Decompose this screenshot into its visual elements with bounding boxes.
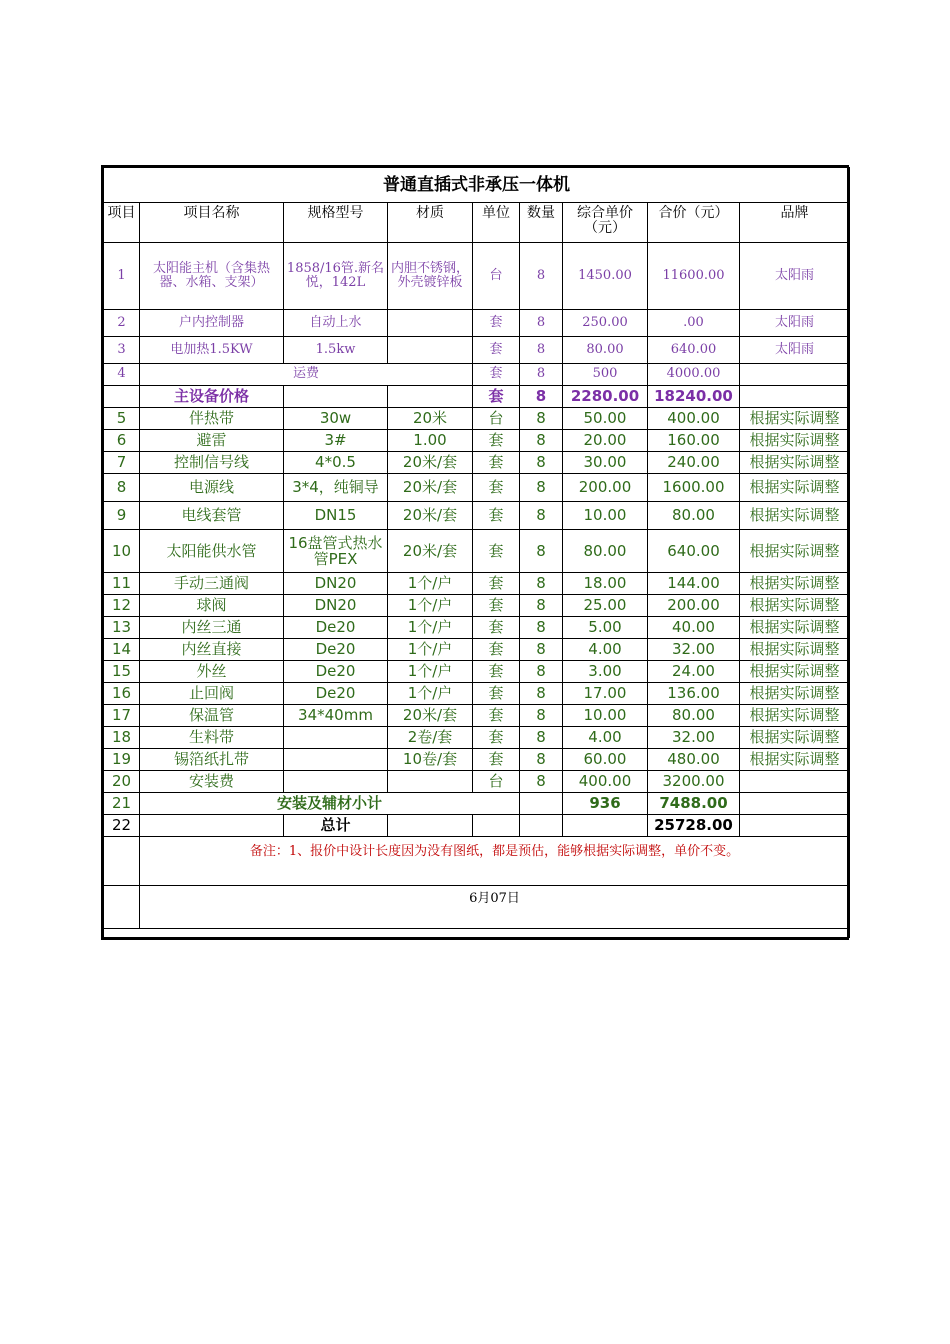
table-cell: [740, 771, 850, 793]
header-cell: 品牌: [740, 203, 850, 243]
total-label: 总计: [284, 815, 388, 837]
table-cell: 套: [473, 683, 520, 705]
table-cell: 80.00: [563, 530, 648, 573]
table-cell: 1: [104, 243, 140, 310]
table-cell: 34*40mm: [284, 705, 388, 727]
table-cell: 10.00: [563, 502, 648, 530]
table-cell: 17.00: [563, 683, 648, 705]
table-cell: 根据实际调整: [740, 408, 850, 430]
table-cell: 200.00: [563, 474, 648, 502]
table-cell: 200.00: [648, 595, 740, 617]
table-cell: 8: [520, 310, 563, 337]
table-cell: 8: [520, 705, 563, 727]
table-cell: DN20: [284, 595, 388, 617]
table-cell: 8: [520, 430, 563, 452]
header-cell: 数量: [520, 203, 563, 243]
table-cell: 套: [473, 364, 520, 386]
table-cell: 32.00: [648, 639, 740, 661]
table-cell: 2280.00: [563, 386, 648, 408]
quote-date: 6月07日: [140, 886, 850, 929]
table-cell: [284, 771, 388, 793]
table-cell: 1858/16管.新名悦，142L: [284, 243, 388, 310]
table-cell: DN20: [284, 573, 388, 595]
table-cell: 手动三通阀: [140, 573, 284, 595]
table-cell: 11: [104, 573, 140, 595]
table-cell: 6: [104, 430, 140, 452]
remarks-note: 备注：1、报价中设计长度因为没有图纸，都是预估，能够根据实际调整，单价不变。: [140, 837, 850, 886]
table-cell: 8: [520, 749, 563, 771]
table-cell: [520, 815, 563, 837]
table-cell: 套: [473, 595, 520, 617]
table-cell: [740, 815, 850, 837]
table-cell: 20米/套: [388, 502, 473, 530]
header-cell: 材质: [388, 203, 473, 243]
table-cell: 自动上水: [284, 310, 388, 337]
table-cell: 台: [473, 243, 520, 310]
table-cell: 4.00: [563, 727, 648, 749]
table-cell: 160.00: [648, 430, 740, 452]
table-cell: 保温管: [140, 705, 284, 727]
table-cell: 太阳能供水管: [140, 530, 284, 573]
item-name: 运费: [140, 364, 473, 386]
table-cell: 8: [520, 386, 563, 408]
table-cell: 电线套管: [140, 502, 284, 530]
table-cell: 安装费: [140, 771, 284, 793]
table-cell: 8: [520, 502, 563, 530]
table-cell: 8: [520, 243, 563, 310]
table-cell: 13: [104, 617, 140, 639]
subtotal-label: 安装及辅材小计: [140, 793, 520, 815]
table-row: [104, 530, 850, 573]
table-cell: [284, 386, 388, 408]
table-cell: 止回阀: [140, 683, 284, 705]
table-row: [104, 243, 850, 310]
table-cell: 25.00: [563, 595, 648, 617]
table-cell: 10卷/套: [388, 749, 473, 771]
table-cell: 生料带: [140, 727, 284, 749]
header-cell: 项目: [104, 203, 140, 243]
table-row: [104, 452, 850, 474]
table-cell: 1个/户: [388, 573, 473, 595]
table-row: [104, 364, 850, 386]
table-cell: 8: [520, 530, 563, 573]
table-cell: [388, 815, 473, 837]
table-cell: 18: [104, 727, 140, 749]
table-cell: 8: [520, 595, 563, 617]
table-cell: 30w: [284, 408, 388, 430]
table-cell: [740, 364, 850, 386]
table-cell: 8: [520, 683, 563, 705]
table-cell: 太阳雨: [740, 310, 850, 337]
table-cell: 50.00: [563, 408, 648, 430]
header-cell: 单位: [473, 203, 520, 243]
table-row: [104, 661, 850, 683]
table-cell: [388, 337, 473, 364]
table-cell: 1个/户: [388, 595, 473, 617]
table-cell: 太阳雨: [740, 337, 850, 364]
table-cell: 套: [473, 639, 520, 661]
table-row: [104, 749, 850, 771]
table-cell: 8: [520, 452, 563, 474]
table-cell: 台: [473, 408, 520, 430]
table-cell: 640.00: [648, 530, 740, 573]
table-cell: 1600.00: [648, 474, 740, 502]
table-cell: 8: [520, 337, 563, 364]
table-cell: 8: [520, 408, 563, 430]
table-row: [104, 683, 850, 705]
table-cell: 640.00: [648, 337, 740, 364]
table-cell: [284, 727, 388, 749]
table-cell: 1个/户: [388, 617, 473, 639]
grand-total-row: [104, 815, 850, 837]
table-cell: 400.00: [563, 771, 648, 793]
table-cell: 根据实际调整: [740, 430, 850, 452]
table-row: [104, 705, 850, 727]
table-cell: [104, 386, 140, 408]
table-cell: 套: [473, 705, 520, 727]
table-cell: 电源线: [140, 474, 284, 502]
table-cell: 144.00: [648, 573, 740, 595]
table-cell: 60.00: [563, 749, 648, 771]
table-row: [104, 639, 850, 661]
table-cell: 锡箔纸扎带: [140, 749, 284, 771]
table-cell: 10.00: [563, 705, 648, 727]
table-cell: 32.00: [648, 727, 740, 749]
table-cell: 台: [473, 771, 520, 793]
table-cell: 套: [473, 452, 520, 474]
table-title: 普通直插式非承压一体机: [104, 168, 850, 203]
table-cell: 套: [473, 749, 520, 771]
table-cell: 40.00: [648, 617, 740, 639]
table-cell: 内丝三通: [140, 617, 284, 639]
table-cell: 套: [473, 430, 520, 452]
table-cell: 1.5kw: [284, 337, 388, 364]
table-cell: 20.00: [563, 430, 648, 452]
table-row: [104, 337, 850, 364]
table-cell: 根据实际调整: [740, 502, 850, 530]
table-cell: 1个/户: [388, 683, 473, 705]
table-row: [104, 727, 850, 749]
header-cell: 综合单价（元）: [563, 203, 648, 243]
table-cell: 16盘管式热水管PEX: [284, 530, 388, 573]
table-cell: 12: [104, 595, 140, 617]
table-row: [104, 310, 850, 337]
table-cell: 5.00: [563, 617, 648, 639]
table-cell: 套: [473, 474, 520, 502]
date-row: [104, 886, 850, 929]
table-cell: 20米/套: [388, 530, 473, 573]
table-cell: 8: [520, 639, 563, 661]
table-cell: 根据实际调整: [740, 727, 850, 749]
table-cell: 避雷: [140, 430, 284, 452]
table-cell: 250.00: [563, 310, 648, 337]
table-cell: 套: [473, 661, 520, 683]
table-cell: 套: [473, 386, 520, 408]
table-cell: 20米/套: [388, 474, 473, 502]
table-cell: 内丝直接: [140, 639, 284, 661]
table-cell: 根据实际调整: [740, 530, 850, 573]
table-cell: 8: [520, 727, 563, 749]
table-cell: 17: [104, 705, 140, 727]
table-cell: 3200.00: [648, 771, 740, 793]
table-cell: 套: [473, 502, 520, 530]
table-cell: 3#: [284, 430, 388, 452]
table-cell: De20: [284, 617, 388, 639]
table-cell: 3*4，纯铜导: [284, 474, 388, 502]
table-cell: 根据实际调整: [740, 595, 850, 617]
table-cell: 套: [473, 530, 520, 573]
table-row: [104, 502, 850, 530]
table-row: [104, 430, 850, 452]
table-cell: [388, 386, 473, 408]
table-cell: 1个/户: [388, 661, 473, 683]
table-row: [104, 595, 850, 617]
table-cell: 2卷/套: [388, 727, 473, 749]
table-cell: 20米/套: [388, 705, 473, 727]
table-cell: 4: [104, 364, 140, 386]
table-cell: 根据实际调整: [740, 749, 850, 771]
table-cell: De20: [284, 639, 388, 661]
table-cell: 控制信号线: [140, 452, 284, 474]
table-cell: [520, 793, 563, 815]
main-subtotal-row: [104, 386, 850, 408]
table-cell: 7488.00: [648, 793, 740, 815]
table-cell: 19: [104, 749, 140, 771]
table-cell: 1.00: [388, 430, 473, 452]
header-cell: 项目名称: [140, 203, 284, 243]
table-cell: 户内控制器: [140, 310, 284, 337]
table-cell: 24.00: [648, 661, 740, 683]
table-cell: 球阀: [140, 595, 284, 617]
table-cell: 10: [104, 530, 140, 573]
table-cell: 1个/户: [388, 639, 473, 661]
table-cell: 4000.00: [648, 364, 740, 386]
header-cell: 规格型号: [284, 203, 388, 243]
table-cell: [104, 929, 850, 938]
table-cell: [104, 837, 140, 886]
table-cell: De20: [284, 683, 388, 705]
table-cell: 套: [473, 337, 520, 364]
table-cell: 18240.00: [648, 386, 740, 408]
table-cell: 8: [104, 474, 140, 502]
table-cell: 22: [104, 815, 140, 837]
table-cell: 20米/套: [388, 452, 473, 474]
table-cell: 20: [104, 771, 140, 793]
table-cell: 9: [104, 502, 140, 530]
table-cell: 4.00: [563, 639, 648, 661]
table-cell: 11600.00: [648, 243, 740, 310]
table-cell: 400.00: [648, 408, 740, 430]
table-cell: [284, 749, 388, 771]
table-cell: 根据实际调整: [740, 639, 850, 661]
table-cell: 4*0.5: [284, 452, 388, 474]
table-cell: 内胆不锈钢，外壳镀锌板: [388, 243, 473, 310]
aux-subtotal-row: [104, 793, 850, 815]
table-cell: 80.00: [648, 502, 740, 530]
table-cell: 14: [104, 639, 140, 661]
note-row: [104, 837, 850, 886]
grand-total-value: 25728.00: [648, 815, 740, 837]
table-cell: 套: [473, 573, 520, 595]
table-cell: 套: [473, 310, 520, 337]
table-row: [104, 617, 850, 639]
table-cell: [388, 771, 473, 793]
table-cell: 30.00: [563, 452, 648, 474]
table-cell: 太阳能主机（含集热器、水箱、支架）: [140, 243, 284, 310]
table-cell: 套: [473, 617, 520, 639]
table-cell: 136.00: [648, 683, 740, 705]
end-row: [104, 929, 850, 938]
header-row: [104, 203, 850, 243]
table-row: [104, 771, 850, 793]
table-cell: 8: [520, 771, 563, 793]
table-cell: 3: [104, 337, 140, 364]
table-row: [104, 408, 850, 430]
table-cell: 伴热带: [140, 408, 284, 430]
table-cell: 根据实际调整: [740, 474, 850, 502]
table-cell: 根据实际调整: [740, 705, 850, 727]
table-cell: 根据实际调整: [740, 573, 850, 595]
header-cell: 合价（元）: [648, 203, 740, 243]
subtotal-label: 主设备价格: [140, 386, 284, 408]
table-cell: 20米: [388, 408, 473, 430]
table-cell: 80.00: [648, 705, 740, 727]
table-cell: 根据实际调整: [740, 683, 850, 705]
table-cell: 8: [520, 661, 563, 683]
table-cell: 3.00: [563, 661, 648, 683]
table-cell: [740, 793, 850, 815]
table-cell: 电加热1.5KW: [140, 337, 284, 364]
table-cell: De20: [284, 661, 388, 683]
table-row: [104, 573, 850, 595]
table-cell: 240.00: [648, 452, 740, 474]
table-cell: [104, 886, 140, 929]
table-cell: 16: [104, 683, 140, 705]
table-cell: 8: [520, 364, 563, 386]
table-cell: 外丝: [140, 661, 284, 683]
quote-sheet: [101, 165, 849, 940]
table-cell: [140, 815, 284, 837]
table-cell: 8: [520, 474, 563, 502]
table-cell: [388, 310, 473, 337]
table-cell: 500: [563, 364, 648, 386]
table-cell: [563, 815, 648, 837]
table-cell: 根据实际调整: [740, 452, 850, 474]
table-cell: 8: [520, 573, 563, 595]
quote-table: [103, 167, 850, 938]
table-cell: 套: [473, 727, 520, 749]
table-cell: 80.00: [563, 337, 648, 364]
table-cell: 1450.00: [563, 243, 648, 310]
table-cell: 根据实际调整: [740, 617, 850, 639]
table-cell: 7: [104, 452, 140, 474]
table-cell: DN15: [284, 502, 388, 530]
table-cell: 太阳雨: [740, 243, 850, 310]
table-cell: 2: [104, 310, 140, 337]
table-cell: .00: [648, 310, 740, 337]
table-cell: 18.00: [563, 573, 648, 595]
table-cell: 8: [520, 617, 563, 639]
table-cell: 15: [104, 661, 140, 683]
table-cell: 936: [563, 793, 648, 815]
table-row: [104, 474, 850, 502]
table-cell: 根据实际调整: [740, 661, 850, 683]
table-cell: 5: [104, 408, 140, 430]
table-cell: [473, 815, 520, 837]
table-cell: [740, 386, 850, 408]
table-cell: 21: [104, 793, 140, 815]
table-cell: 480.00: [648, 749, 740, 771]
